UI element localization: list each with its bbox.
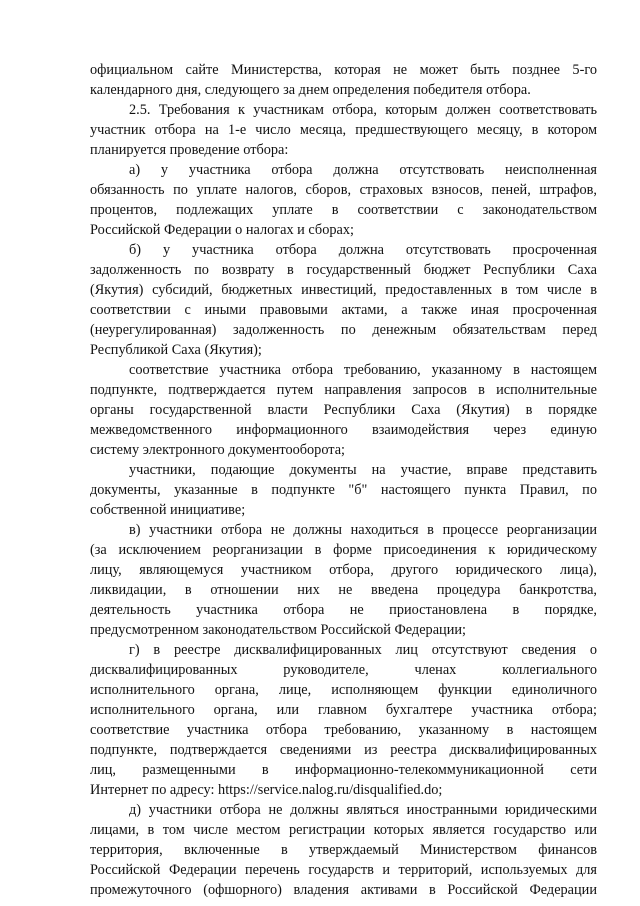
text-line: собственной инициативе; [90, 502, 246, 518]
text-line: (за исключением реорганизации в форме присоединения к юридическому [90, 542, 597, 558]
text-line: промежуточного (офшорного) владения активами в Российской Федерации [90, 882, 597, 898]
text-line: Российской Федерации перечень государств и территорий, используемых для [90, 862, 597, 878]
text-line: документы, указанные в подпункте "б" настоящего пункта Правил, по [90, 482, 597, 498]
text-line: лиц, размещенными в информационно-телекоммуникационной сети [90, 762, 597, 778]
text-line: Республикой Саха (Якутия); [90, 342, 262, 358]
text-line: календарного дня, следующего за днем определения победителя отбора. [90, 82, 531, 98]
text-line: обязанность по уплате налогов, сборов, страховых взносов, пеней, штрафов, [90, 182, 597, 198]
text-line: органы государственной власти Республики Саха (Якутия) в порядке [90, 402, 597, 418]
text-line: участник отбора на 1-е число месяца, предшествующего месяцу, в котором [90, 122, 597, 138]
text-line: б) у участника отбора должна отсутствовать просроченная [129, 242, 597, 258]
text-line: Интернет по адресу: https://service.nalog.ru/disqualified.do; [90, 782, 443, 798]
text-line: ликвидации, в отношении них не введена процедура банкротства, [90, 582, 597, 598]
text-line: (неурегулированная) задолженность по денежным обязательствам перед [90, 322, 597, 338]
text-line: участники, подающие документы на участие, вправе представить [129, 462, 597, 478]
text-line: д) участники отбора не должны являться иностранными юридическими [129, 802, 597, 818]
text-line: в) участники отбора не должны находиться в процессе реорганизации [129, 522, 597, 538]
text-line: дисквалифицированных руководителе, членах коллегиального [90, 662, 597, 678]
text-line: 2.5. Требования к участникам отбора, которым должен соответствовать [129, 102, 597, 118]
text-line: официальном сайте Министерства, которая не может быть позднее 5-го [90, 62, 597, 78]
text-line: соответствие участника отбора требованию, указанному в настоящем [129, 362, 597, 378]
text-line: деятельность участника отбора не приостановлена в порядке, [90, 602, 597, 618]
text-line: процентов, подлежащих уплате в соответствии с законодательством [90, 202, 597, 218]
text-line: лицами, в том числе местом регистрации которых является государство или [90, 822, 597, 838]
text-line: Российской Федерации о налогах и сборах; [90, 222, 354, 238]
text-line: систему электронного документооборота; [90, 442, 346, 458]
text-line: лицу, являющемуся участником отбора, другого юридического лица), [90, 562, 597, 578]
text-line: исполнительного органа, лице, исполняющем функции единоличного [90, 682, 597, 698]
text-line: территория, включенные в утверждаемый Министерством финансов [90, 842, 597, 858]
text-line: подпункте, подтверждается путем направления запросов в исполнительные [90, 382, 597, 398]
text-line: соответствие участника отбора требованию, указанному в настоящем [90, 722, 597, 738]
text-line: г) в реестре дисквалифицированных лиц отсутствуют сведения о [129, 642, 597, 658]
text-line: планируется проведение отбора: [90, 142, 289, 158]
text-line: предусмотренном законодательством Российской Федерации; [90, 622, 466, 638]
text-line: а) у участника отбора должна отсутствовать неисполненная [129, 162, 597, 178]
text-line: задолженность по возврату в государственный бюджет Республики Саха [90, 262, 597, 278]
text-line: исполнительного органа, или главном бухгалтере участника отбора; [90, 702, 597, 718]
text-line: соответствии с иными правовыми актами, а также иная просроченная [90, 302, 597, 318]
text-line: подпункте, подтверждается сведениями из реестра дисквалифицированных [90, 742, 597, 758]
text-line: межведомственного информационного взаимодействия через единую [90, 422, 597, 438]
text-line: (Якутия) субсидий, бюджетных инвестиций, предоставленных в том числе в [90, 282, 597, 298]
